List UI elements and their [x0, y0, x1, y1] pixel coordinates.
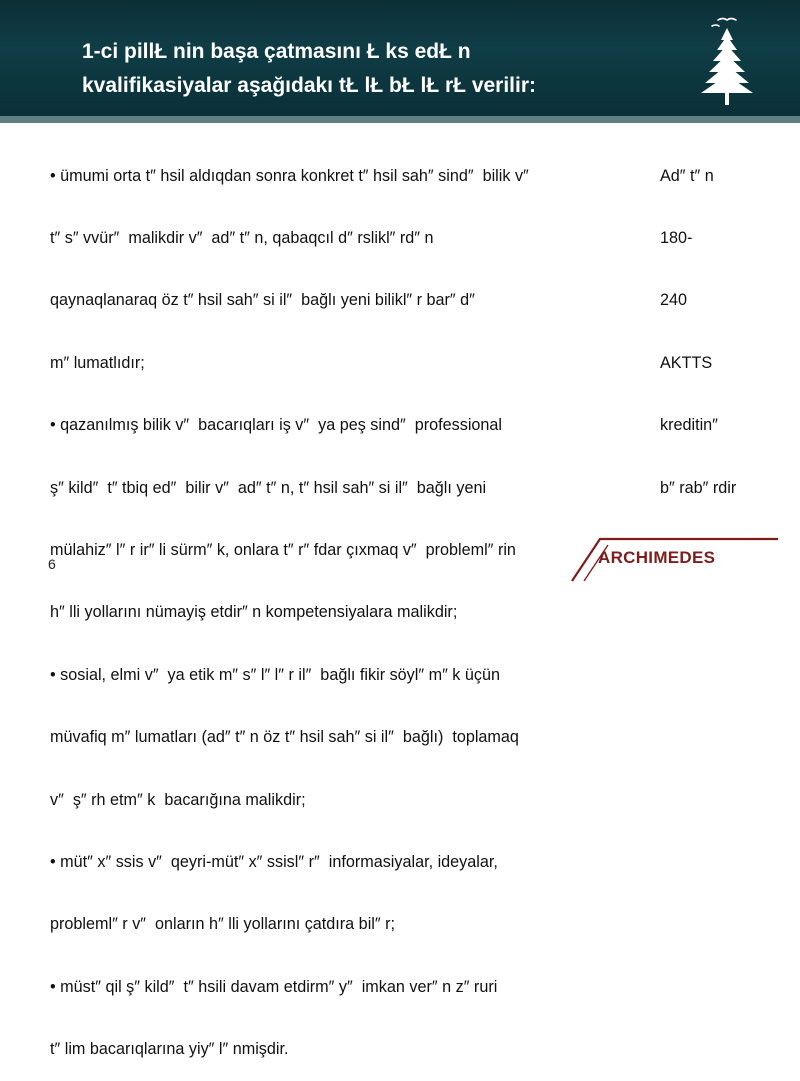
- header-divider: [0, 116, 800, 123]
- kvalifikasiya-list: [50, 124, 650, 1081]
- text-line: ş″ kild″ t″ tbiq ed″ bilir v″ ad″ t″ n, t″ hsil sah″ si il″ bağlı yeni: [50, 478, 487, 497]
- text-line: h″ lli yollarını nümayiş etdir″ n kompetensiyalara malikdir;: [50, 603, 458, 622]
- text-line: • qazanılmış bilik v″ bacarıqları iş v″ ya peş sind″ professional: [50, 416, 503, 435]
- credit-note-line: b″ rab″ rdir: [660, 478, 737, 497]
- page-number: 6: [48, 556, 56, 572]
- text-line: v″ ş″ rh etm″ k bacarığına malikdir;: [50, 790, 306, 809]
- credit-note-line: 240: [660, 291, 688, 310]
- slide-title-line-2: kvalifikasiyalar aşağıdakı tŁ lŁ bŁ lŁ rŁ verilir:: [82, 74, 537, 97]
- text-line: t″ s″ vvür″ malikdir v″ ad″ t″ n, qabaqcıl d″ rslikl″ rd″ n: [50, 228, 434, 247]
- text-line: t″ lim bacarıqlarına yiy″ l″ nmişdir.: [50, 1040, 289, 1059]
- text-line: • ümumi orta t″ hsil aldıqdan sonra konkret t″ hsil sah″ sind″ bilik v″: [50, 166, 529, 185]
- text-line: • müt″ x″ ssis v″ qeyri-müt″ x″ ssisl″ r″ informasiyalar, ideyalar,: [50, 852, 498, 871]
- text-line: müvafiq m″ lumatları (ad″ t″ n öz t″ hsil sah″ si il″ bağlı) toplamaq: [50, 728, 519, 747]
- credit-note-line: kreditin″: [660, 416, 718, 435]
- slide-title-line-1: 1-ci pillŁ nin başa çatmasını Ł ks edŁ n: [82, 40, 471, 63]
- text-line: m″ lumatlıdır;: [50, 353, 145, 372]
- text-line: probleml″ r v″ onların h″ lli yollarını çatdıra bil″ r;: [50, 915, 395, 934]
- slide-title: [82, 35, 682, 103]
- credit-note: [660, 124, 780, 519]
- credit-note-line: AKTTS: [660, 353, 713, 372]
- text-line: mülahiz″ l″ r ir″ li sürm″ k, onlara t″ r″ fdar çıxmaq v″ probleml″ rin: [50, 540, 516, 559]
- text-line: • sosial, elmi v″ ya etik m″ s″ l″ l″ r il″ bağlı fikir söyl″ m″ k üçün: [50, 665, 501, 684]
- text-line: qaynaqlanaraq öz t″ hsil sah″ si il″ bağlı yeni bilikl″ r bar″ d″: [50, 291, 475, 310]
- credit-note-line: Ad″ t″ n: [660, 166, 714, 185]
- credit-note-line: 180-: [660, 228, 693, 247]
- tree-logo-icon: [692, 14, 762, 109]
- brand-name: ARCHIMEDES: [598, 548, 716, 567]
- text-line: • müst″ qil ş″ kild″ t″ hsili davam etdirm″ y″ imkan ver″ n z″ ruri: [50, 977, 498, 996]
